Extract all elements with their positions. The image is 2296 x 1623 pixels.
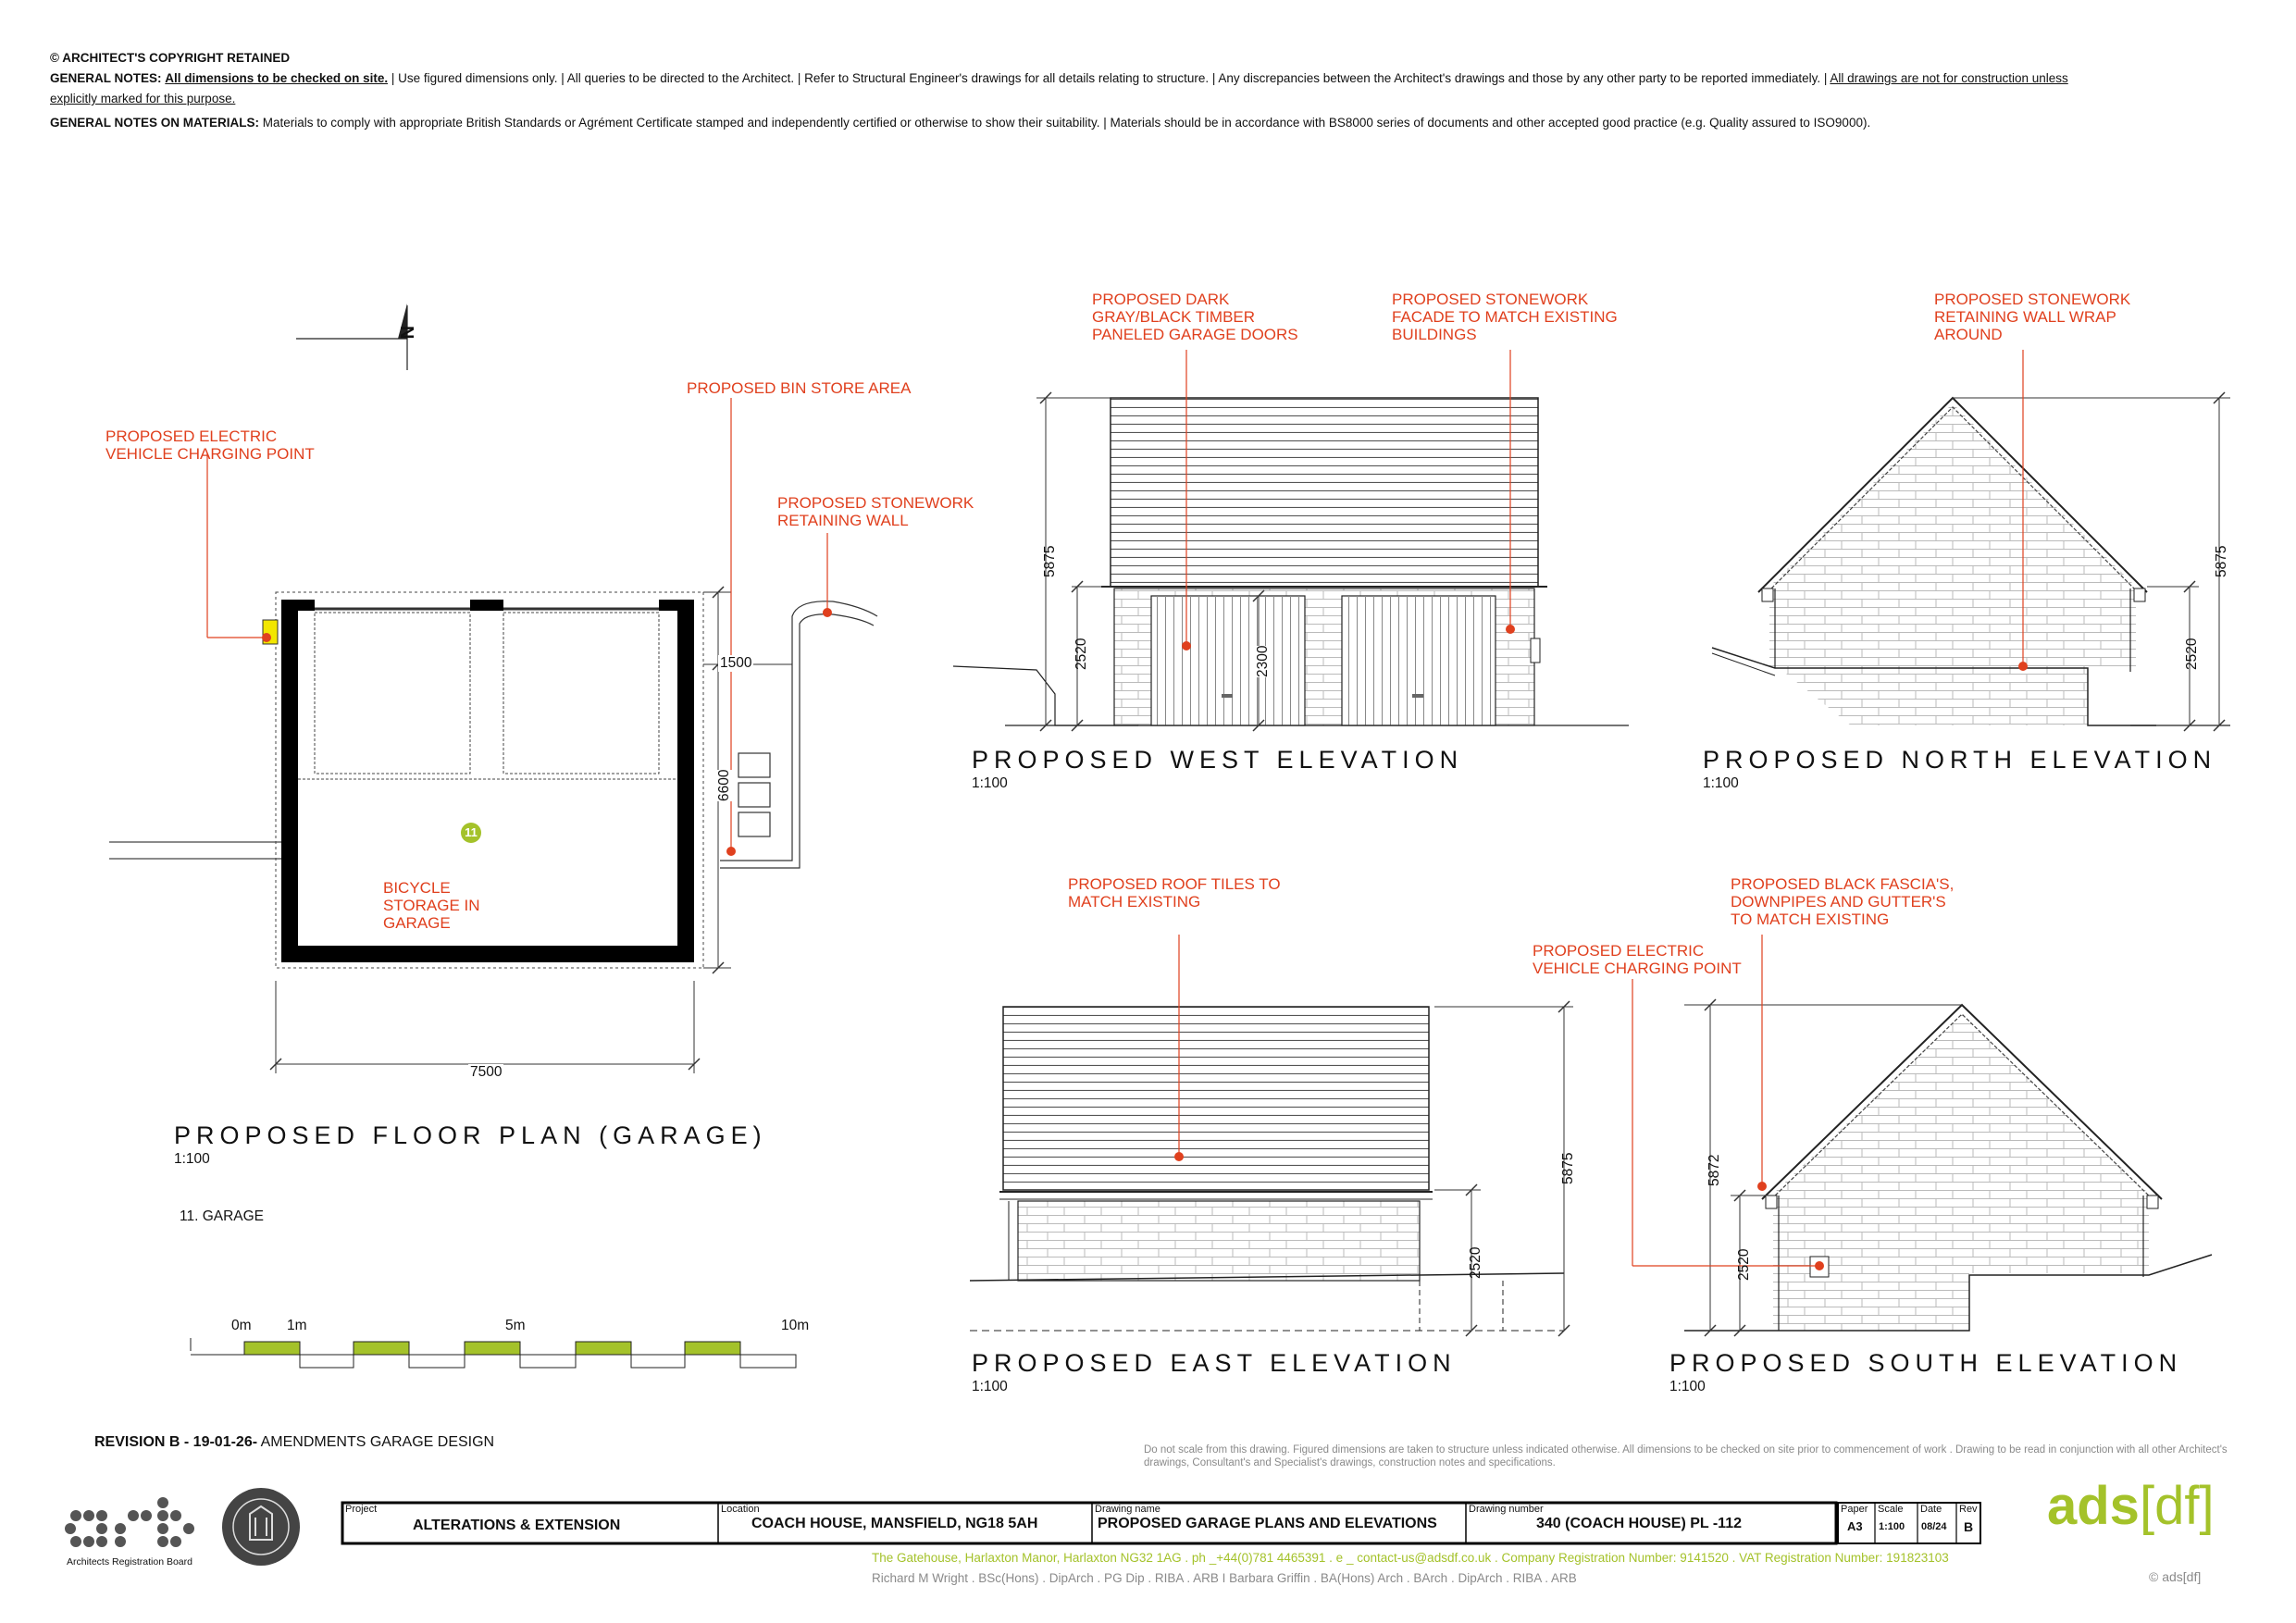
annotation-garage-doors: PROPOSED DARK GRAY/BLACK TIMBER PANELED GARAGE DOORS [1092,291,1298,343]
dim-north-total: 5875 [2214,545,2229,577]
scale-bar [191,1338,796,1368]
tb-scale: Scale 1:100 [1878,1504,1905,1532]
dim-plan-width: 7500 [470,1064,503,1080]
scale-north-elevation: 1:100 [1703,775,1739,791]
north-label: N [396,326,416,340]
scale-west-elevation: 1:100 [972,775,1008,791]
annotation-stonework-facade: PROPOSED STONEWORK FACADE TO MATCH EXISTING BUILDINGS [1392,291,1618,343]
west-elevation [953,350,1629,731]
title-west-elevation: PROPOSED WEST ELEVATION [972,746,1464,774]
scale-bar-10m: 10m [781,1318,810,1333]
tb-location: Location COACH HOUSE, MANSFIELD, NG18 5AH [721,1504,1038,1531]
annotation-black-fascia: PROPOSED BLACK FASCIA'S, DOWNPIPES AND GUTTER'S TO MATCH EXISTING [1731,875,1955,928]
annotation-bin-store: PROPOSED BIN STORE AREA [687,379,912,397]
dim-north-eaves: 2520 [2184,638,2200,670]
scale-bar-1m: 1m [287,1318,307,1333]
riba-seal [222,1488,300,1566]
dim-west-door: 2300 [1255,645,1271,677]
annotation-retaining-wrap: PROPOSED STONEWORK RETAINING WALL WRAP AROUND [1934,291,2131,343]
north-arrow [296,304,407,370]
tb-rev: Rev B [1959,1504,1978,1534]
annotation-retaining-wall: PROPOSED STONEWORK RETAINING WALL [777,494,974,529]
tb-paper: Paper A3 [1841,1504,1868,1533]
company-people: Richard M Wright . BSc(Hons) . DipArch . PG Dip . RIBA . ARB I Barbara Griffin . BA(Hons) Arch . BArch . DipArch . RIBA . ARB [872,1571,1577,1585]
tb-project: Project ALTERATIONS & EXTENSION [345,1504,621,1533]
title-east-elevation: PROPOSED EAST ELEVATION [972,1349,1457,1377]
scale-east-elevation: 1:100 [972,1379,1008,1394]
annotation-roof-tiles: PROPOSED ROOF TILES TO MATCH EXISTING [1068,875,1281,911]
dim-west-eaves: 2520 [1074,638,1089,670]
scale-floor-plan: 1:100 [174,1151,210,1167]
tb-drawing-name: Drawing name PROPOSED GARAGE PLANS AND ELEVATIONS [1095,1504,1437,1531]
dim-west-total: 5875 [1042,545,1058,577]
arb-logo [65,1497,194,1547]
title-north-elevation: PROPOSED NORTH ELEVATION [1703,746,2217,774]
dim-plan-offset: 1500 [720,655,752,671]
dim-south-total: 5872 [1706,1154,1722,1186]
scale-bar-5m: 5m [505,1318,526,1333]
room-legend: 11. GARAGE [180,1208,265,1224]
tb-drawing-number: Drawing number 340 (COACH HOUSE) PL -112 [1469,1504,1742,1531]
room-tag: 11 [465,825,478,839]
scale-bar-0m: 0m [231,1318,252,1333]
adsdf-logo: ads[df] [2047,1476,2215,1536]
tb-date: Date 08/24 [1920,1504,1947,1532]
dim-plan-depth: 6600 [716,769,732,801]
materials-notes: GENERAL NOTES ON MATERIALS: Materials to comply with appropriate British Standards or Agrément Certificate stamped and independently certified or otherwise to show their suitability. | Materials should be in accordance with BS8000 series of documents and other accepted good practice (e.g. Quality assured to ISO9000). [50,116,1871,130]
floor-plan [109,398,877,1073]
dim-east-eaves: 2520 [1468,1246,1483,1279]
dim-east-total: 5875 [1560,1152,1576,1184]
small-copyright: © ads[df] [2149,1569,2202,1584]
title-floor-plan: PROPOSED FLOOR PLAN (GARAGE) [174,1121,767,1149]
scale-south-elevation: 1:100 [1669,1379,1706,1394]
company-address: The Gatehouse, Harlaxton Manor, Harlaxton NG32 1AG . ph _+44(0)781 4465391 . e _ contact-us@adsdf.co.uk . Company Registration Number: 9141520 . VAT Registration Number: 191823103 [872,1551,1949,1565]
annotation-bicycle-storage: BICYCLE STORAGE IN GARAGE [383,879,480,932]
arb-caption: Architects Registration Board [67,1556,192,1567]
north-elevation [1712,350,2230,731]
disclaimer: Do not scale from this drawing. Figured dimensions are taken to structure unless indicated otherwise. All dimensions to be checked on site prior to commencement of work . Drawing to be read in conjunction with all other Architect's drawings, Consultant's and Specialist's drawings, construction notes and specifications. [1144,1444,2228,1468]
annotation-ev-charging-plan: PROPOSED ELECTRIC VEHICLE CHARGING POINT [105,427,315,463]
copyright-notice: © ARCHITECT'S COPYRIGHT RETAINED [50,51,291,65]
revision-note: REVISION B - 19-01-26- AMENDMENTS GARAGE DESIGN [94,1434,495,1450]
dim-south-eaves: 2520 [1736,1248,1752,1281]
title-south-elevation: PROPOSED SOUTH ELEVATION [1669,1349,2183,1377]
south-elevation [1632,935,2212,1336]
annotation-ev-charging-south: PROPOSED ELECTRIC VEHICLE CHARGING POINT [1533,942,1742,977]
general-notes: GENERAL NOTES: All dimensions to be checked on site. | Use figured dimensions only. | All queries to be directed to the Architect. | Refer to Structural Engineer's drawings for all details relating to structure. | Any discrepancies between the Architect's drawings and those by any other party to be reported immediately. | All drawings are not for construction unless explicitly marked for this purpose. [50,71,2068,105]
